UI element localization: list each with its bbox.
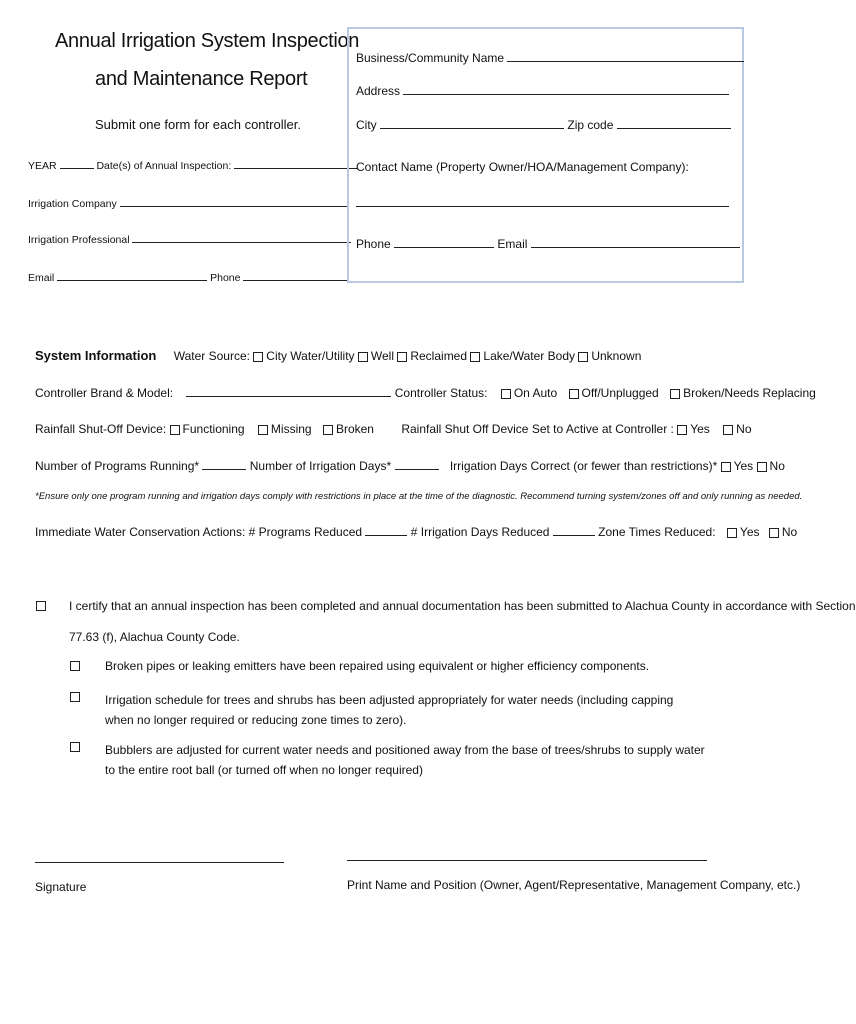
checkbox-icon[interactable] [501, 389, 511, 399]
checkbox-icon[interactable] [253, 352, 263, 362]
city-field[interactable] [380, 117, 564, 129]
contact-name-field[interactable] [356, 206, 729, 207]
rainfall-functioning[interactable]: Functioning [170, 422, 245, 436]
programs-reduced-label: # Programs Reduced [248, 525, 363, 539]
programs-reduced-field[interactable] [365, 524, 407, 536]
checkbox-icon[interactable] [769, 528, 779, 538]
conservation-label: Immediate Water Conservation Actions: [35, 525, 246, 539]
item1-text: Broken pipes or leaking emitters have been repaired using equivalent or higher efficiency components. [105, 659, 650, 673]
signature-label: Signature [35, 880, 87, 894]
email-label: Email [28, 272, 55, 284]
controller-status-label: Controller Status: [394, 386, 488, 400]
certify-checkbox[interactable] [36, 601, 46, 611]
irrigation-days-label: Number of Irrigation Days* [249, 459, 392, 473]
phone-label: Phone [210, 272, 241, 284]
checkbox-icon[interactable] [323, 425, 333, 435]
print-name-label: Print Name and Position (Owner, Agent/Representative, Management Company, etc.) [347, 878, 801, 892]
zip-field[interactable] [617, 117, 731, 129]
checkbox-icon[interactable] [727, 528, 737, 538]
year-label: YEAR [28, 160, 57, 172]
year-row [28, 157, 358, 172]
conservation-row [35, 524, 797, 539]
water-source-city[interactable]: City Water/Utility [253, 349, 354, 363]
days-correct-no[interactable]: No [757, 459, 785, 473]
status-broken[interactable]: Broken/Needs Replacing [670, 386, 816, 400]
irrigation-days-field[interactable] [395, 458, 439, 470]
address-label: Address [356, 84, 401, 98]
rainfall-active-yes[interactable]: Yes [677, 422, 710, 436]
certify-text-line1: I certify that an annual inspection has been completed and annual documentation has been submitted to Alachua County in accordance with Section [69, 599, 856, 613]
rainfall-label: Rainfall Shut-Off Device: [35, 422, 167, 436]
checkbox-icon[interactable] [721, 462, 731, 472]
rainfall-row [35, 422, 752, 436]
company-row [28, 195, 349, 210]
rainfall-missing[interactable]: Missing [258, 422, 312, 436]
email-field[interactable] [57, 269, 207, 281]
form-title-line2: and Maintenance Report [95, 68, 308, 90]
checkbox-icon[interactable] [569, 389, 579, 399]
zone-times-yes[interactable]: Yes [727, 525, 760, 539]
city-zip-row [356, 117, 731, 132]
zone-times-label: Zone Times Reduced: [598, 525, 716, 539]
days-reduced-label: # Irrigation Days Reduced [410, 525, 550, 539]
irrigation-professional-field[interactable] [132, 231, 351, 243]
programs-field[interactable] [202, 458, 246, 470]
water-source-lake[interactable]: Lake/Water Body [470, 349, 575, 363]
item2-text: Irrigation schedule for trees and shrubs has been adjusted appropriately for water needs (including capping when no longer required or reducing zone times to zero). [105, 693, 674, 727]
rainfall-active-no[interactable]: No [723, 422, 751, 436]
item2-checkbox[interactable] [70, 692, 80, 702]
checkbox-icon[interactable] [258, 425, 268, 435]
dates-label: Date(s) of Annual Inspection: [96, 160, 232, 172]
days-reduced-field[interactable] [553, 524, 595, 536]
water-source-label: Water Source: [173, 349, 250, 363]
contact-name-label: Contact Name (Property Owner/HOA/Management Company): [356, 160, 689, 174]
phone-field[interactable] [243, 269, 347, 281]
item3-checkbox[interactable] [70, 742, 80, 752]
irrigation-company-field[interactable] [120, 195, 349, 207]
status-off-unplugged[interactable]: Off/Unplugged [569, 386, 659, 400]
status-on-auto[interactable]: On Auto [501, 386, 557, 400]
irrigation-company-label: Irrigation Company [28, 198, 117, 210]
business-name-row [356, 50, 744, 65]
certify-text-line2: 77.63 (f), Alachua County Code. [69, 630, 240, 644]
inspection-dates-field[interactable] [234, 157, 358, 169]
irrigation-professional-label: Irrigation Professional [28, 234, 130, 246]
water-source-well[interactable]: Well [358, 349, 394, 363]
city-label: City [356, 118, 377, 132]
print-name-line[interactable] [347, 860, 707, 861]
item1-checkbox[interactable] [70, 661, 80, 671]
checkbox-icon[interactable] [757, 462, 767, 472]
checkbox-icon[interactable] [578, 352, 588, 362]
water-source-row [35, 348, 641, 363]
checkbox-icon[interactable] [358, 352, 368, 362]
email-phone-row [28, 269, 347, 284]
zone-times-no[interactable]: No [769, 525, 797, 539]
item3-text: Bubblers are adjusted for current water needs and positioned away from the base of trees/shrubs to supply water to the entire root ball (or turned off when no longer required) [105, 743, 705, 777]
checkbox-icon[interactable] [677, 425, 687, 435]
days-correct-yes[interactable]: Yes [721, 459, 754, 473]
water-source-unknown[interactable]: Unknown [578, 349, 641, 363]
checkbox-icon[interactable] [670, 389, 680, 399]
water-source-reclaimed[interactable]: Reclaimed [397, 349, 467, 363]
phone-email-row [356, 236, 740, 251]
controller-row [35, 385, 816, 400]
days-correct-label: Irrigation Days Correct (or fewer than restrictions)* [449, 459, 718, 473]
checkbox-icon[interactable] [723, 425, 733, 435]
form-title-line1: Annual Irrigation System Inspection [55, 30, 360, 52]
programs-row [35, 458, 785, 473]
checkbox-icon[interactable] [397, 352, 407, 362]
signature-line[interactable] [35, 862, 284, 863]
business-email-label: Email [497, 237, 528, 251]
form-subtitle: Submit one form for each controller. [95, 117, 301, 132]
rainfall-active-label: Rainfall Shut Off Device Set to Active at Controller : [401, 422, 674, 436]
controller-brand-label: Controller Brand & Model: [35, 386, 174, 400]
address-field[interactable] [403, 83, 729, 95]
zip-label: Zip code [567, 118, 614, 132]
controller-brand-field[interactable] [186, 385, 391, 397]
restriction-note: *Ensure only one program running and irrigation days comply with restrictions in place at the time of the diagnostic. Recommend turning system/zones off and only running as needed. [35, 491, 803, 502]
rainfall-broken[interactable]: Broken [323, 422, 374, 436]
checkbox-icon[interactable] [470, 352, 480, 362]
programs-label: Number of Programs Running* [35, 459, 200, 473]
business-name-label: Business/Community Name [356, 51, 505, 65]
business-phone-field[interactable] [394, 236, 494, 248]
professional-row [28, 231, 351, 246]
address-row [356, 83, 729, 98]
business-email-field[interactable] [531, 236, 740, 248]
year-field[interactable] [60, 157, 94, 169]
business-phone-label: Phone [356, 237, 391, 251]
business-name-field[interactable] [507, 50, 744, 62]
checkbox-icon[interactable] [170, 425, 180, 435]
system-info-heading: System Information [35, 348, 157, 363]
